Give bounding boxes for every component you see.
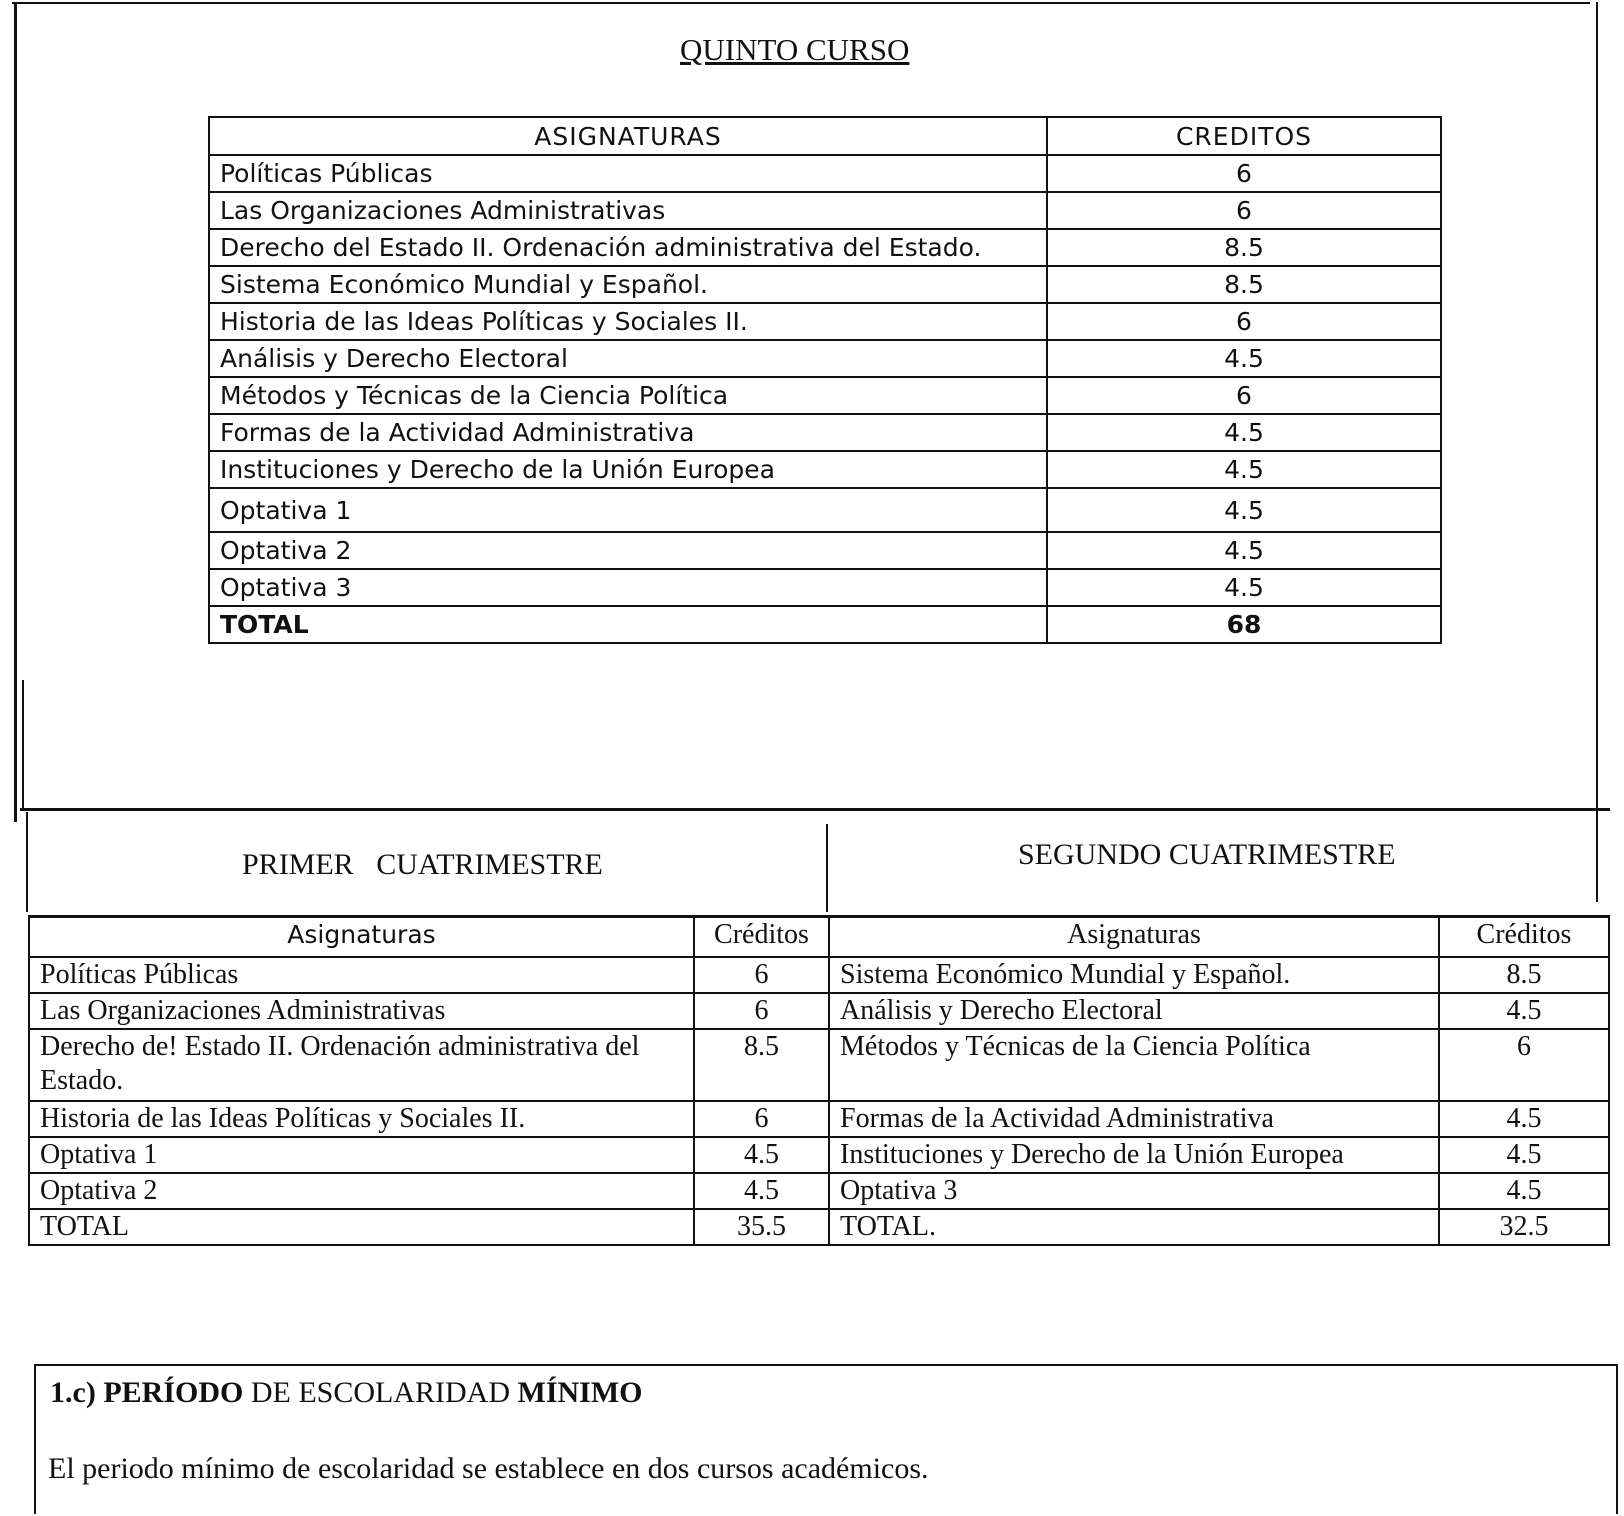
segundo-cuatrimestre-title: SEGUNDO CUATRIMESTRE <box>1018 838 1396 871</box>
subject-cell: Optativa 1 <box>209 488 1047 532</box>
primer-credits-cell: 4.5 <box>694 1137 829 1173</box>
subject-cell: Políticas Públicas <box>209 155 1047 192</box>
periodo-heading-prefix: 1.c) <box>50 1376 104 1409</box>
table-row <box>29 993 1609 1029</box>
credits-cell: 4.5 <box>1047 340 1441 377</box>
table-row <box>209 192 1441 229</box>
table-row <box>29 1173 1609 1209</box>
segundo-total-credits: 32.5 <box>1439 1209 1609 1245</box>
primer-credits-cell: 6 <box>694 993 829 1029</box>
frame-top-line <box>12 2 1590 4</box>
cuatrimestres-table <box>28 915 1610 1246</box>
segundo-credits-cell: 4.5 <box>1439 993 1609 1029</box>
credits-cell: 6 <box>1047 303 1441 340</box>
credits-cell: 4.5 <box>1047 414 1441 451</box>
periodo-heading <box>50 1376 642 1410</box>
primer-total-label: TOTAL <box>29 1209 694 1245</box>
primer-subject-cell: Las Organizaciones Administrativas <box>29 993 694 1029</box>
credits-cell: 4.5 <box>1047 488 1441 532</box>
primer-total-credits: 35.5 <box>694 1209 829 1245</box>
subject-cell: Formas de la Actividad Administrativa <box>209 414 1047 451</box>
table-header-row <box>29 917 1609 958</box>
subject-cell: Optativa 3 <box>209 569 1047 606</box>
periodo-heading-bold-1: PERÍODO <box>103 1376 244 1409</box>
quinto-curso-table <box>208 116 1442 644</box>
subject-cell: Derecho del Estado II. Ordenación administrativa del Estado. <box>209 229 1047 266</box>
total-credits: 68 <box>1047 606 1441 643</box>
segundo-subject-cell: Formas de la Actividad Administrativa <box>829 1101 1439 1137</box>
header-left-line <box>26 812 28 912</box>
primer-credits-header: Créditos <box>694 917 829 958</box>
primer-subject-cell: Historia de las Ideas Políticas y Sociales II. <box>29 1101 694 1137</box>
total-row <box>209 606 1441 643</box>
table-row <box>29 957 1609 993</box>
table-row <box>209 488 1441 532</box>
credits-cell: 6 <box>1047 155 1441 192</box>
subject-cell: Análisis y Derecho Electoral <box>209 340 1047 377</box>
primer-credits-cell: 6 <box>694 957 829 993</box>
table-row <box>209 377 1441 414</box>
segundo-credits-cell: 4.5 <box>1439 1137 1609 1173</box>
segundo-credits-cell: 4.5 <box>1439 1101 1609 1137</box>
total-label: TOTAL <box>209 606 1047 643</box>
subjects-header: ASIGNATURAS <box>209 117 1047 155</box>
primer-credits-cell: 6 <box>694 1101 829 1137</box>
segundo-subject-cell: Análisis y Derecho Electoral <box>829 993 1439 1029</box>
primer-subject-cell: Optativa 1 <box>29 1137 694 1173</box>
subject-cell: Las Organizaciones Administrativas <box>209 192 1047 229</box>
credits-cell: 8.5 <box>1047 266 1441 303</box>
credits-cell: 4.5 <box>1047 451 1441 488</box>
primer-subject-cell: Derecho de! Estado II. Ordenación administrativa del Estado. <box>29 1029 694 1101</box>
subject-cell: Optativa 2 <box>209 532 1047 569</box>
primer-cuatrimestre-title: PRIMER CUATRIMESTRE <box>242 848 603 881</box>
total-row <box>29 1209 1609 1245</box>
table-row <box>209 340 1441 377</box>
quinto-curso-title: QUINTO CURSO <box>680 32 910 67</box>
credits-cell: 4.5 <box>1047 569 1441 606</box>
segundo-subject-cell: Métodos y Técnicas de la Ciencia Política <box>829 1029 1439 1101</box>
table-row <box>209 155 1441 192</box>
section-divider-line <box>20 808 1610 811</box>
table-row <box>209 229 1441 266</box>
periodo-escolaridad-box <box>34 1364 1618 1514</box>
table-row <box>209 569 1441 606</box>
primer-credits-cell: 4.5 <box>694 1173 829 1209</box>
segundo-total-label: TOTAL. <box>829 1209 1439 1245</box>
segundo-subject-cell: Instituciones y Derecho de la Unión Europea <box>829 1137 1439 1173</box>
table-row <box>29 1101 1609 1137</box>
segundo-credits-header: Créditos <box>1439 917 1609 958</box>
segundo-subject-cell: Sistema Económico Mundial y Español. <box>829 957 1439 993</box>
primer-subjects-header: Asignaturas <box>29 917 694 958</box>
table-row <box>209 414 1441 451</box>
table-row <box>209 266 1441 303</box>
credits-header: CREDITOS <box>1047 117 1441 155</box>
frame-right-line <box>1596 2 1598 902</box>
periodo-heading-bold-2: MÍNIMO <box>517 1376 643 1409</box>
credits-cell: 8.5 <box>1047 229 1441 266</box>
frame-left-inner-line <box>22 680 24 810</box>
credits-cell: 4.5 <box>1047 532 1441 569</box>
table-row <box>209 532 1441 569</box>
segundo-subjects-header: Asignaturas <box>829 917 1439 958</box>
subject-cell: Métodos y Técnicas de la Ciencia Política <box>209 377 1047 414</box>
segundo-credits-cell: 6 <box>1439 1029 1609 1101</box>
subject-cell: Sistema Económico Mundial y Español. <box>209 266 1047 303</box>
table-row <box>209 303 1441 340</box>
credits-cell: 6 <box>1047 377 1441 414</box>
credits-cell: 6 <box>1047 192 1441 229</box>
periodo-heading-mid: DE ESCOLARIDAD <box>243 1376 518 1409</box>
table-row <box>29 1029 1609 1101</box>
primer-subject-cell: Optativa 2 <box>29 1173 694 1209</box>
segundo-credits-cell: 4.5 <box>1439 1173 1609 1209</box>
table-row <box>209 451 1441 488</box>
periodo-text: El periodo mínimo de escolaridad se establece en dos cursos académicos. <box>48 1452 929 1485</box>
primer-credits-cell: 8.5 <box>694 1029 829 1101</box>
table-header-row <box>209 117 1441 155</box>
segundo-subject-cell: Optativa 3 <box>829 1173 1439 1209</box>
frame-left-line <box>14 2 17 822</box>
table-row <box>29 1137 1609 1173</box>
segundo-credits-cell: 8.5 <box>1439 957 1609 993</box>
primer-subject-cell: Políticas Públicas <box>29 957 694 993</box>
subject-cell: Historia de las Ideas Políticas y Sociales II. <box>209 303 1047 340</box>
cuatrimestre-divider-line <box>826 824 828 912</box>
subject-cell: Instituciones y Derecho de la Unión Europea <box>209 451 1047 488</box>
